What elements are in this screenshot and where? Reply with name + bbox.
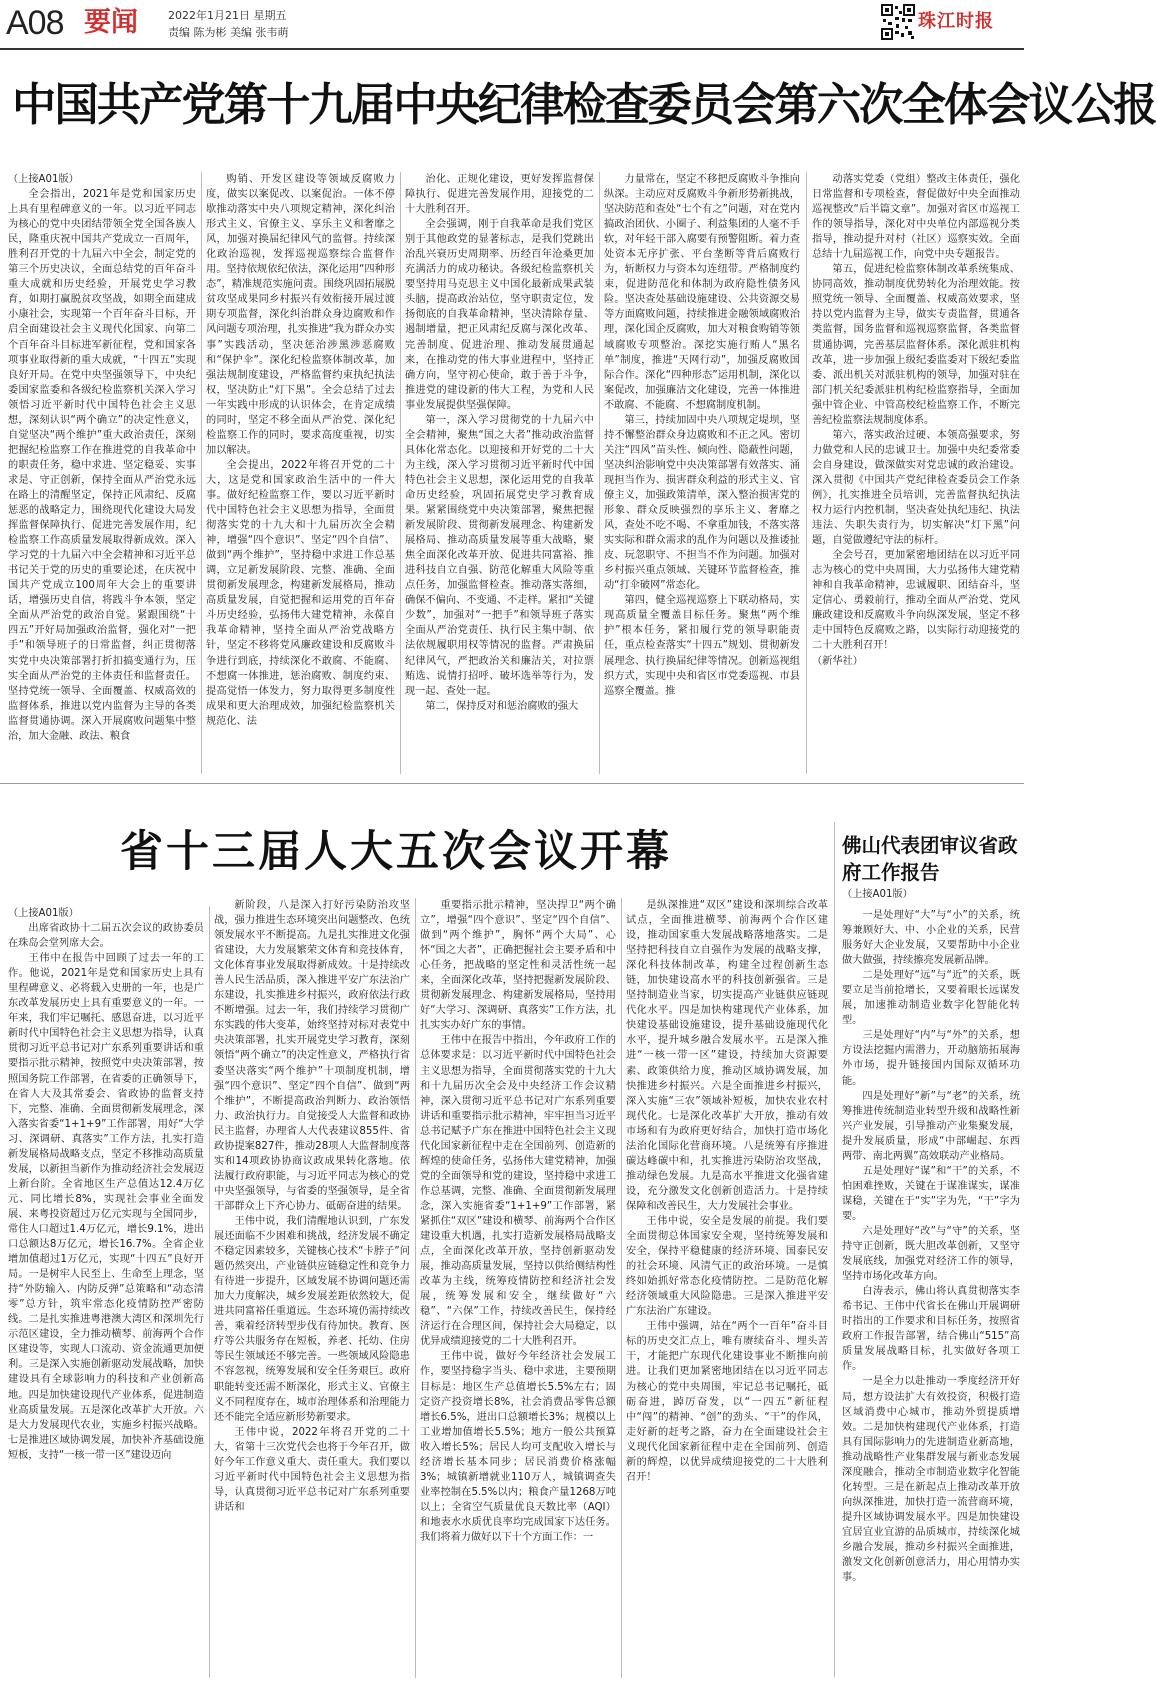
paragraph: 王伟中在报告中指出，今年政府工作的总体要求是：以习近平新时代中国特色社会主义思想为指导，全面贯彻落实党的十九大和十九届历次全会及中央经济工作会议精神，深入贯彻习近平总书记对广东系列重要讲话和重要指示批示精神，牢牢担当习近平总书记赋予广东在推进中国特色社会主义现代化国家新征程中走在全国前列、创造新的辉煌的使命任务，弘扬伟大建党精神，加强党的全面领导和党的建设，坚持稳中求进工作总基调，完整、准确、全面贯彻新发展理念，深入实施省委“1+1+9”工作部署，紧紧抓住“双区”建设和横琴、前海两个合作区建设重大机遇，扎实打造新发展格局战略支点，全面深化改革开放，坚持创新驱动发展，推动高质量发展，坚持以供给侧结构性改革为主线，统筹疫情防控和经济社会发展，统筹发展和安全，继续做好“六稳”、“六保”工作，持续改善民生，保持经济运行在合理区间，保持社会大局稳定，以优异成绩迎接党的二十大胜利召开。 xyxy=(420,1035,616,1348)
article2-column xyxy=(8,906,204,1678)
paragraph: 王伟中说，2022年将召开党的二十大，省第十三次党代会也将于今年召开，做好今年工作意义重大、责任重大。我们要以习近平新时代中国特色社会主义思想为指导，认真贯彻习近平总书记对广东系列重要讲话和 xyxy=(214,1426,410,1513)
paragraph: 第六，落实政治过硬、本领高强要求，努力做党和人民的忠诚卫士。加强中央纪委常委会自身建设，做深做实对党忠诚的政治建设。深入贯彻《中国共产党纪律检查委员会工作条例》，扎实推进全员培训，完善监督执纪执法权力运行内控机制，坚决查处执纪违纪、执法违法、失职失责行为，切实解决“灯下黑”问题，自觉做遵纪守法的标杆。 xyxy=(812,429,1020,547)
header-rule xyxy=(0,48,1024,50)
headline-1: 中国共产党第十九届中央纪律检查委员会第六次全体会议公报 xyxy=(12,78,1156,131)
paragraph: 全会强调，刚于自我革命是我们党区别于其他政党的显著标志，是我们党跳出治乱兴衰历史周期率、历经百年沧桑更加充满活力的成功秘诀。各级纪检监察机关要坚持用马克思主义中国化最新成果武装头脑，提高政治站位，坚守职责定位，发扬彻底的自我革命精神，坚决清除存量、遏制增量，把正风肃纪反腐与深化改革、完善制度、促进治理、推动发展贯通起来，在推动党的伟大事业进程中，坚持正确方向，坚守初心使命，敢于善于斗争，推进党的建设新的伟大工程，为党和人民事业发展提供坚强保障。 xyxy=(405,219,594,411)
paragraph: 全会提出，2022年将召开党的二十大，这是党和国家政治生活中的一件大事。做好纪检监察工作，要以习近平新时代中国特色社会主义思想为指导，全面贯彻落实党的十九大和十九届历次全会精神，增强“四个意识”、坚定“四个自信”、做到“两个维护”，坚持稳中求进工作总基调，立足新发展阶段、完整、准确、全面贯彻新发展理念，构建新发展格局，推动高质量发展，自觉把握和运用党的百年奋斗历史经验，弘扬伟大建党精神，永葆自我革命精神，坚持全面从严治党战略方针，坚定不移将党风廉政建设和反腐败斗争进行到底，持续深化不敢腐、不能腐、不想腐一体推进，惩治腐败、制度约束、提高觉悟一体发力，努力取得更多制度性成果和更大治理成效，加强纪检监察机关规范化、法 xyxy=(206,459,395,727)
sidebar-continuation-note: （上接A01版） xyxy=(842,889,913,900)
paragraph: 一是处理好“大”与“小”的关系，统筹兼顾好大、中、小企业的关系，民营服务好大企业发展，又要帮助中小企业做大做强，持续擦亮发展新品牌。 xyxy=(842,910,1020,967)
paragraph: 二是处理好“远”与“近”的关系，既要立足当前抢增长，又要着眼长远谋发展，加速推动制造业数字化智能化转型。 xyxy=(842,970,1020,1027)
page-header xyxy=(0,0,1024,46)
qr-code-icon xyxy=(880,3,916,41)
column-divider xyxy=(599,172,600,774)
sidebar-body xyxy=(842,908,1020,1678)
article1-column xyxy=(604,172,800,774)
paragraph: 王伟中在报告中回顾了过去一年的工作。他说，2021年是党和国家历史上具有里程碑意义、必将载入史册的一年，也是广东改革发展历史上具有重要意义的一年。一年来，我们牢记嘱托、感恩奋进，以习近平新时代中国特色社会主义思想为指导，认真贯彻习近平总书记对广东系列重要讲话和重要指示批示精神，按照党中央决策部署，按照国务院工作部署，在省委的正确领导下，在省人大及其常委会、省政协的监督支持下，完整、准确、全面贯彻新发展理念，深入落实省委“1+1+9”工作部署，用好“大学习、深调研、真落实”工作方法，扎实打造新发展格局战略支点，坚定不移推动高质量发展，以新担当新作为推动经济社会发展迈上新台阶。全省地区生产总值达12.4万亿元、同比增长8%，实现社会事业全面发展、来粤投资超过万亿元实现与全国同步，常住人口超过1.4万亿元，增长9.1%，进出口总额达8万亿元，增长16.7%。全省企业增加值超过1万亿元，实现“十四五”良好开局。一是树牢人民至上、生命至上理念，坚持“外防输入、内防反弹”总策略和“动态清零”总方针，筑牢常态化疫情防控严密防线。二是扎实推进粤港澳大湾区和深圳先行示范区建设，全力推动横琴、前海两个合作区建设等，实现人口流动、资金流通更加便利。三是深入实施创新驱动发展战略，加快建设具有全球影响力的科技和产业创新高地。四是加快建设现代产业体系，促进制造业高质量发展。五是深化改革扩大开放。六是大力发展现代农业，实施乡村振兴战略。七是推进区域协调发展，加快补齐基础设施短板，支持“一核一带一区”建设迈向 xyxy=(8,953,204,1461)
paragraph: 第五，促进纪检监察体制改革系统集成、协同高效，推动制度优势转化为治理效能。按照党统一领导、全面覆盖、权威高效要求，坚持以党内监督为主导，做实专责监督，贯通各类监督，国务监督和巡视巡察监督，各类监督贯通协调，完善基层监督体系。深化派驻机构改革，进一步加强上级纪委监委对下级纪委监委、派出机关对派驻机构的领导，加强对驻在部门机关纪委派驻机构纪检监察指导，全面加强中管企业、中管高校纪检监察工作，不断完善纪检监察法规制度体系。 xyxy=(812,264,1020,426)
paragraph: 王伟中强调，站在“两个一百年”奋斗目标的历史交汇点上，唯有赓续奋斗、埋头苦干，才能把广东现代化建设事业不断推向前进。让我们更加紧密地团结在以习近平同志为核心的党中央周围，牢记总书记嘱托，砥砺奋进，踔厉奋发，以“一四五”新征程中“闯”的精神、“创”的劲头、“干”的作风，走好新的赶考之路，奋力在全面建设社会主义现代化国家新征程中走在全国前列、创造新的辉煌，以优异成绩迎接党的二十大胜利召开！ xyxy=(626,1321,828,1483)
article1-column xyxy=(405,172,594,774)
paragraph: 第四，健全巡视巡察上下联动格局，实现高质量全覆盖目标任务。聚焦“两个维护”根本任务，紧扣履行党的领导职能责任，重点检查落实“十四五”规划、贯彻新发展理念、执行换届纪律等情况。创新巡视组织方式，实现中央和省区市党委巡视、市县巡察全覆盖。推 xyxy=(604,595,800,697)
paragraph: 第三，持续加固中央八项规定堤坝，坚持不懈整治群众身边腐败和不正之风。密切关注“四风”苗头性、倾向性、隐蔽性问题，坚决纠治影响党中央决策部署有效落实、涌现担当作为、损害群众利益的形式主义、官僚主义，加强政策清单，深入整治损害党的形象、群众反映强烈的享乐主义、奢靡之风，查处不吃不喝、不拿重加钱，不落实落实实际和群众需求的乱作为问题以及推诿扯皮、玩忽职守、不担当不作为问题。加强对乡村振兴重点领域、关键环节监督检查，推动“打伞破网”常态化。 xyxy=(604,414,800,592)
page-number: A08 xyxy=(6,4,64,42)
paragraph: 白涛表示，佛山将认真贯彻落实李希书记、王伟中代省长在佛山开展调研时指出的工作要求和目标任务，按照省政府工作报告部署，结合佛山“515”高质量发展战略目标，扎实做好各项工作。 xyxy=(842,1286,1020,1373)
column-divider xyxy=(201,172,202,774)
paragraph: 一是全力以赴推动一季度经济开好局，想方设法扩大有效投资，积极打造区域消费中心城市，推动外贸提质增效。二是加快构建现代产业体系，打造具有国际影响力的先进制造业新高地，推动战略性产业集群发展与新业态发展深度融合，推动全市制造业数字化智能化转型。三是在新起点上推动改革开放向纵深推进，加快打造一流营商环境，提升区域协调发展水平。四是加快建设宜居宜业宜游的品质城市，持续深化城乡融合发展，推动乡村振兴全面推进，激发文化创新创意活力，用心用情办实事。 xyxy=(842,1376,1020,1584)
paragraph: 是纵深推进“双区”建设和深圳综合改革试点，全面推进横琴、前海两个合作区建设，推动国家重大发展战略落地落实。二是坚持把科技自立自强作为发展的战略支撑，深化科技体制改革，构建全过程创新生态链，加快建设高水平的科技创新强省。三是坚持制造业当家，切实提高产业链供应链现代化水平。四是加快构建现代产业体系，加快建设基础设施建设，提升基础设施现代化水平，提升城乡融合发展水平。五是深入推进“一核一带一区”建设，持续加大资源要素、政策供给力度，推动区域协调发展，加快推进乡村振兴。六是全面推进乡村振兴，深入实施“三农”领域补短板，加快农业农村现代化。七是深化改革扩大开放，推动有效市场和有为政府更好结合，加快打造市场化法治化国际化营商环境。八是统筹有序推进碳达峰碳中和，扎实推进污染防治攻坚战，推动绿色发展。九是高水平推进文化强省建设，充分激发文化创新创造活力。十是持续保障和改善民生，大力发展社会事业。 xyxy=(626,900,828,1212)
paragraph: 第一，深入学习贯彻党的十九届六中全会精神，聚焦“国之大者”推动政治监督具体化常态化。以迎接和开好党的二十大为主线，深入学习贯彻习近平新时代中国特色社会主义思想，深化运用党的自我革命历史经验，巩固拓展党史学习教育成果。紧紧围绕党中央决策部署，聚焦把握新发展阶段、贯彻新发展理念、构建新发展格局、推动高质量发展等重大战略，聚焦全面深化改革开放、促进共同富裕、推进科技自立自强、防范化解重大风险等重点任务，加强监督检查。推动落实落细，确保不偏向、不变通、不走样。紧扣“关键少数”，加强对“一把手”和领导班子落实全面从严治党责任、执行民主集中制、依法依规履职用权等情况的监督。严肃换届纪律风气，严把政治关和廉洁关，对拉票贿选、说情打招呼、破坏选举等行为，发现一起、查处一起。 xyxy=(405,414,594,697)
paragraph: 动落实党委（党组）整改主体责任，强化日常监督和专项检查，督促做好中央全面推动巡视整改“后半篇文章”。加强对省区市巡视工作的领导指导，深化对中央单位内部巡视分类指导，推动提升对村（社区）巡察实效。全面总结十九届巡视工作，向党中央专题报告。 xyxy=(812,174,1020,261)
paragraph: 出席省政协十二届五次会议的政协委员在珠岛会堂列席大会。 xyxy=(8,923,204,950)
paragraph: （新华社） xyxy=(812,655,863,667)
paragraph: 全会号召，更加紧密地团结在以习近平同志为核心的党中央周围，大力弘扬伟大建党精神和自我革命精神，忠诚履职、团结奋斗，坚定信心、勇毅前行，推动全面从严治党、党风廉政建设和反腐败斗争向纵深发展，坚定不移走中国特色反腐败之路，以实际行动迎接党的二十大胜利召开！ xyxy=(812,550,1020,652)
paragraph: 重要指示批示精神，坚决捍卫“两个确立”，增强“四个意识”、坚定“四个自信”、做到“两个维护”，胸怀“两个大局”、心怀“国之大者”，正确把握社会主要矛盾和中心任务，把战略的坚定性和灵活性统一起来，全面深化改革，坚持把握新发展阶段、贯彻新发展理念、构建新发展格局，坚持用好“大学习、深调研、真落实”工作方法，扎扎实实办好广东的事情。 xyxy=(420,900,616,1032)
column-divider xyxy=(621,898,622,1678)
editor-credits: 责编 陈为彬 美编 张韦萌 xyxy=(168,26,289,39)
newspaper-logo: 珠江时报 xyxy=(918,11,994,32)
column-divider xyxy=(400,172,401,774)
headline-2: 省十三届人大五次会议开幕 xyxy=(120,827,672,877)
paragraph: 第二，保持反对和惩治腐败的强大 xyxy=(425,700,579,712)
section-separator xyxy=(0,783,1024,784)
article1-column xyxy=(812,172,1020,774)
column-divider xyxy=(209,906,210,1678)
paragraph: 四是处理好“新”与“老”的关系，统筹推进传统制造业转型升级和战略性新兴产业发展，引导推动产业集聚发展，提升发展质量，形成“中部崛起、东西两带、南北两翼”高效联动产业格局。 xyxy=(842,1090,1020,1162)
paragraph: （上接A01版） xyxy=(8,908,79,919)
paragraph: 六是处理好“改”与“守”的关系，坚持守正创新，既大胆改革创新，又坚守发展底线，加强党对经济工作的领导，坚持市场化改革方向。 xyxy=(842,1225,1020,1283)
article2-column xyxy=(420,898,616,1678)
paragraph: 新阶段，八是深入打好污染防治攻坚战，强力推进生态环境突出问题整改、色统领发展水平不断提高。九是扎实推进文化强省建设，大力发展繁荣文体育和竞技体育，文化体育事业发展取得新成效。十是持续改善人民生活品质，深入推进平安广东法治广东建设，扎实推进乡村振兴，政府依法行政不断增强。过去一年，我们持续学习贯彻广东实践的伟大变革，始终坚持对标对表党中央决策部署，扎实开展党史学习教育，深刻领悟“两个确立”的决定性意义，严格执行省委坚决落实“两个维护”十项制度机制，增强“四个意识”、坚定“四个自信”、做到“两个维护”，不断提高政治判断力、政治领悟力、政治执行力。自觉接受人大监督和政协民主监督，办理省人大代表建议855件、省政协提案827件，推动28项人大监督制度落实和14项政协协商议政成果转化落地。依法履行政府职能，与习近平同志为核心的党中央坚强领导，与省委的坚强领导，是全省干部群众上下齐心协力、砥砺奋进的结果。 xyxy=(214,900,410,1212)
sidebar-divider xyxy=(834,822,835,1677)
issue-date: 2022年1月21日 星期五 xyxy=(168,9,287,22)
paragraph: 全会指出，2021年是党和国家历史上具有里程碑意义的一年。以习近平同志为核心的党中央团结带领全党全国各族人民，隆重庆祝中国共产党成立一百周年，胜利召开党的十九届六中全会，制定党的第三个历史决议，全面总结党的百年奋斗重大成就和历史经验，开展党史学习教育，如期打赢脱贫攻坚战，如期全面建成小康社会，实现第一个百年奋斗目标，开启全面建设社会主义现代化国家、向第二个百年奋斗目标进军新征程，党和国家各项事业取得新的重大成就，“十四五”实现良好开局。在党中央坚强领导下，中央纪委国家监委和各级纪检监察机关深入学习领悟习近平新时代中国特色社会主义思想，深刻认识“两个确立”的决定性意义，自觉坚决“两个维护”重大政治责任，深刻把握纪检监察工作在推进党的自我革命中的职责任务，稳中求进、坚定稳妥、实事求是、守正创新，保持全面从严治党永远在路上的清醒坚定，保持正风肃纪、反腐惩恶的战略定力，围绕现代化建设大局发挥监督保障执行、促进完善发展作用，纪检监察工作高质量发展取得新成效。深入学习党的十九届六中全会精神和习近平总书记关于党的历史的重要论述，在庆祝中国共产党成立100周年大会上的重要讲话，增强历史自信，将践斗争本领，坚定全面从严治党的政治自觉。紧跟围绕“十四五”开好局加强政治监督，强化对“一把手”和领导班子的日常监督，纠正贯彻落实党中央决策部署打折扣搞变通行为，压实全面从严治党的主体责任和监督责任。坚持党统一领导、全面覆盖、权威高效的监督体系，推进以党内监督为主导的各类监督贯通协调。深入开展腐败问题集中整治，加大金融、政法、粮食 xyxy=(8,189,196,742)
paragraph: 治化、正规化建设，更好发挥监督保障执行、促进完善发展作用，迎接党的二十大胜利召开。 xyxy=(405,174,594,216)
article2-column xyxy=(626,898,828,1678)
sidebar-headline: 佛山代表团审议省政府工作报告 xyxy=(842,834,1018,884)
article1-column xyxy=(206,172,395,774)
paragraph: 五是处理好“谋”和“干”的关系，不怕困难挫败，关键在于谋准谋实，谋准谋稳，关键在于“实”字为先，“干”字为要。 xyxy=(842,1165,1020,1222)
article2-column xyxy=(214,898,410,1678)
paragraph: 王伟中说，我们清醒地认识到，广东发展还面临不少困难和挑战，经济发展不确定不稳定因素较多，关键核心技术“卡脖子”问题仍然突出，产业链供应链稳定性和竞争力有待进一步提升，区域发展不协调问题还需加大力度解决，城乡发展差距依然较大，促进共同富裕任重道远。生态环境仍需持续改善，乘着经济转型步伐有待加快。教育、医疗等公共服务存在短板，养老、托幼、住房等民生领域还不够完善。一些领域风险隐患不容忽视，统筹发展和安全任务艰巨。政府职能转变还需不断深化，形式主义、官僚主义不同程度存在，城市治理体系和治理能力还不能完全适应新形势新要求。 xyxy=(214,1215,410,1423)
column-divider xyxy=(415,898,416,1678)
paragraph: 购销、开发区建设等领域反腐败力度，做实以案促改、以案促治。一体不停歇推动落实中央八项规定精神，深化纠治形式主义、官僚主义、享乐主义和奢靡之风，加强对换届纪律风气的监督。持续深化政治巡视，发挥巡视巡察综合监督作用。坚持依规依纪依法，深化运用“四种形态”，精准规范实施问责。围绕巩固拓展脱贫攻坚成果同乡村振兴有效衔接开展过渡期专项监督，深化纠治群众身边腐败和作风问题专项治理，扎实推进“我为群众办实事”实践活动，坚决惩治涉黑涉恶腐败和“保护伞”。深化纪检监察体制改革，加强法规制度建设，严格监督约束执纪执法权，坚决防止“灯下黑”。全会总结了过去一年实践中形成的认识体会，在肯定成绩的同时，坚定不移全面从严治党、深化纪检监察工作的同时，要求高度重视，切实加以解决。 xyxy=(206,174,395,456)
paragraph: 王伟中说，安全是发展的前提。我们要全面贯彻总体国家安全观，坚持统筹发展和安全，保持平稳健康的经济环境、国泰民安的社会环境、风清气正的政治环境。一是慎终如始抓好常态化疫情防控。二是防范化解经济领域重大风险隐患。三是深入推进平安广东法治广东建设。 xyxy=(626,1215,828,1318)
paragraph: 力量常在，坚定不移把反腐败斗争推向纵深。主动应对反腐败斗争新形势新挑战，坚决防范和查处“七个有之”问题，对在党内搞政治团伙、小圈子、利益集团的人毫不手软，对年轻干部入腐要有预警阻断。着力查处资本无序扩张、平台垄断等背后腐败行为，斩断权力与资本勾连纽带。严格制度约束，促进防范化和体制为政府隐性债务风险。坚决查处基础设施建设、公共资源交易等方面腐败问题，持续推进金融领域腐败治理，深化国企反腐败，加大对粮食购销等领域腐败专项整治。深挖实施行贿人“黑名单”制度，推进“天网行动”，加强反腐败国际合作。深化“四种形态”运用机制，深化以案促改，加强廉洁文化建设，完善一体推进不敢腐、不能腐、不想腐制度机制。 xyxy=(604,174,800,411)
paragraph: （上接A01版） xyxy=(8,174,79,185)
section-name: 要闻 xyxy=(84,7,138,38)
article1-column xyxy=(8,172,196,774)
column-divider xyxy=(806,172,807,774)
paragraph: 三是处理好“内”与“外”的关系，想方设法挖掘内需潜力，开动脑筋拓展海外市场，提升链接国内国际双循环功能。 xyxy=(842,1030,1020,1087)
paragraph: 王伟中说，做好今年经济社会发展工作，要坚持稳字当头、稳中求进，主要预期目标是：地区生产总值增长5.5%左右；固定资产投资增长8%，社会消费品零售总额增长6.5%，进出口总额增长3%；规模以上工业增加值增长5.5%；地方一般公共预算收入增长5%；居民人均可支配收入增长与经济增长基本同步；居民消费价格涨幅3%；城镇新增就业110万人，城镇调查失业率控制在5.5%以内；粮食产量1268万吨以上；全省空气质量优良天数比率（AQI）和地表水水质优良率均完成国家下达任务。我们将着力做好以下十个方面工作：一 xyxy=(420,1351,616,1543)
